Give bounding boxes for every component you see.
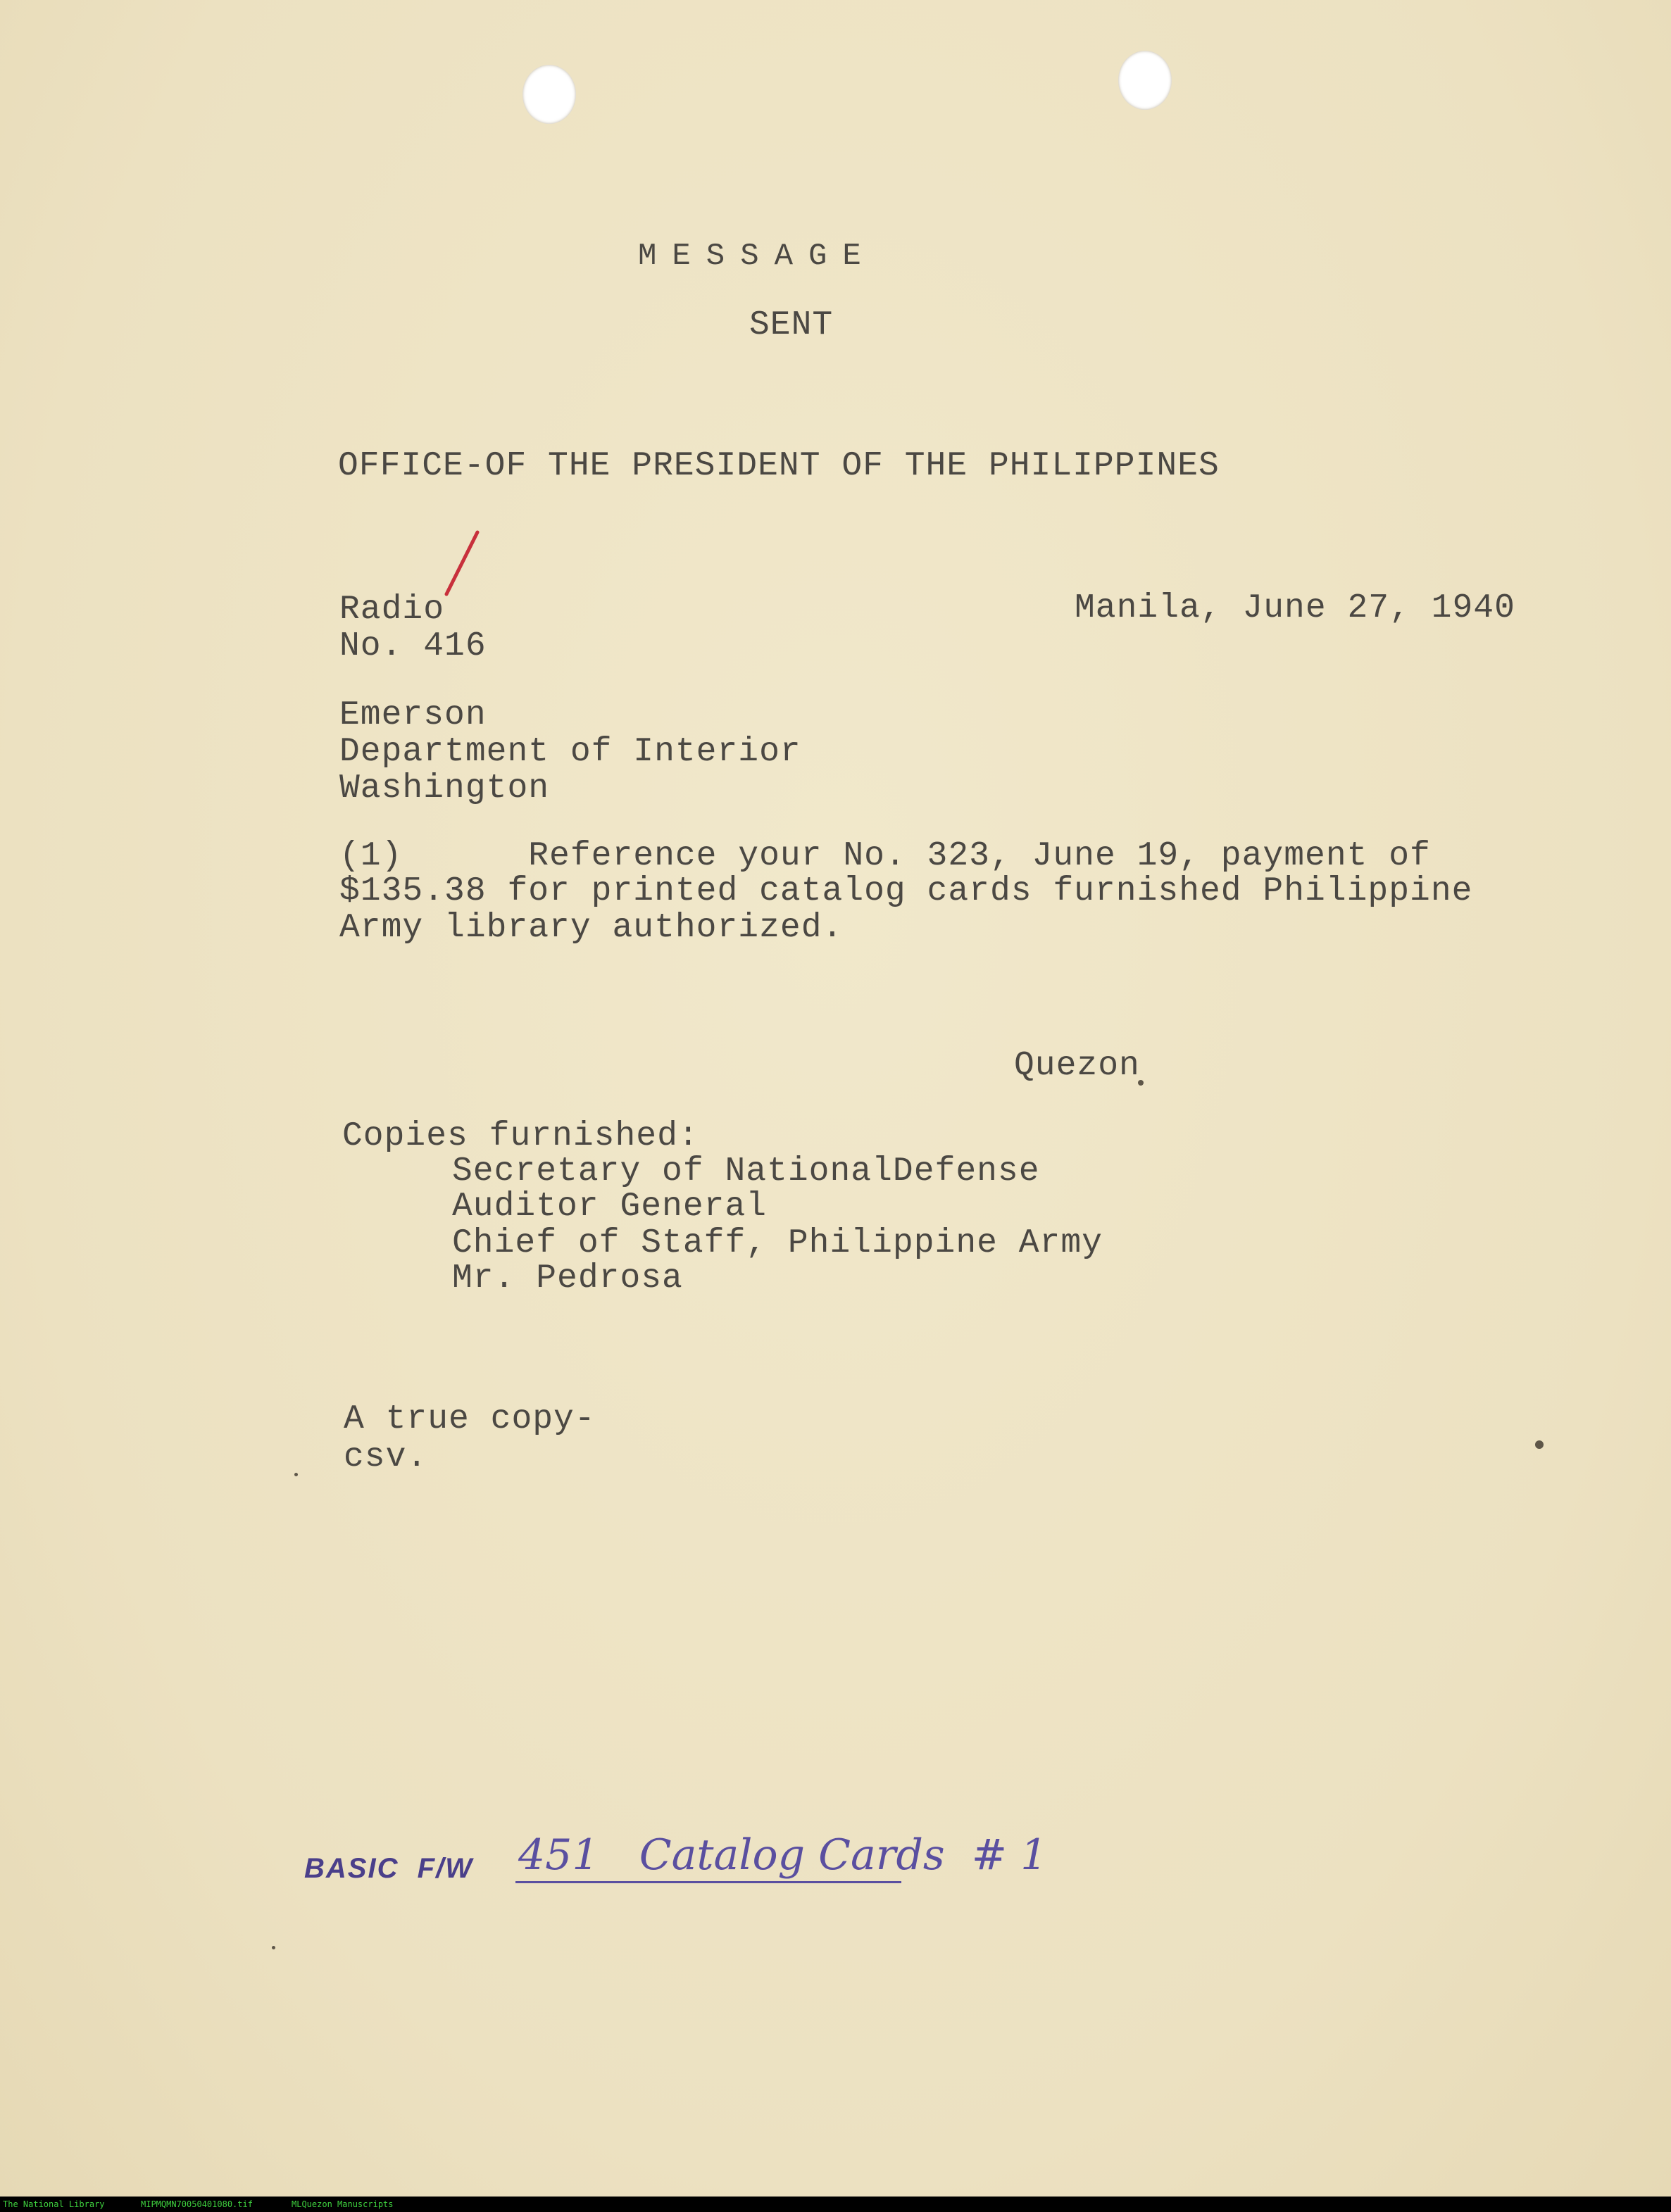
- copies-item: Mr. Pedrosa: [452, 1259, 683, 1297]
- footer-file: MIPMQMN70050401080.tif: [141, 2199, 253, 2209]
- office-title: OFFICE-OF THE PRESIDENT OF THE PHILIPPINES: [338, 447, 1220, 485]
- archive-footer-bar: [0, 2197, 1671, 2212]
- body-line-3: Army library authorized.: [339, 909, 844, 947]
- footer-collection: MLQuezon Manuscripts: [292, 2199, 394, 2209]
- basic-stamp: BASIC F/W: [304, 1853, 473, 1884]
- handwritten-note: 451 Catalog Cards # 1: [518, 1830, 1048, 1880]
- copies-heading: Copies furnished:: [342, 1117, 699, 1155]
- signature: Quezon: [1014, 1047, 1140, 1085]
- red-check-mark: [441, 529, 483, 597]
- body-line-1: (1) Reference your No. 323, June 19, payment of: [339, 837, 1431, 875]
- sent-heading: SENT: [749, 306, 834, 344]
- body-line-2: $135.38 for printed catalog cards furnished Philippine: [339, 872, 1473, 910]
- copies-item: Auditor General: [452, 1188, 768, 1226]
- footer-library: The National Library: [3, 2199, 105, 2209]
- radio-label: Radio: [339, 591, 445, 629]
- punch-hole-right: [1118, 51, 1172, 110]
- ink-spot: [294, 1473, 298, 1476]
- punch-hole-left: [522, 65, 576, 124]
- addressee-name: Emerson: [339, 696, 487, 734]
- ink-spot: [1535, 1440, 1544, 1449]
- place-date: Manila, June 27, 1940: [1075, 589, 1515, 627]
- radio-number: No. 416: [339, 627, 487, 665]
- true-copy-line: A true copy-: [344, 1400, 596, 1438]
- message-heading: MESSAGE: [638, 239, 877, 274]
- ink-spot: [272, 1946, 275, 1949]
- copies-item: Secretary of NationalDefense: [452, 1152, 1040, 1190]
- copies-item: Chief of Staff, Philippine Army: [452, 1224, 1103, 1262]
- initials: csv.: [344, 1438, 428, 1476]
- addressee-department: Department of Interior: [339, 733, 801, 771]
- handwriting-underline: [515, 1881, 901, 1883]
- addressee-city: Washington: [339, 769, 550, 807]
